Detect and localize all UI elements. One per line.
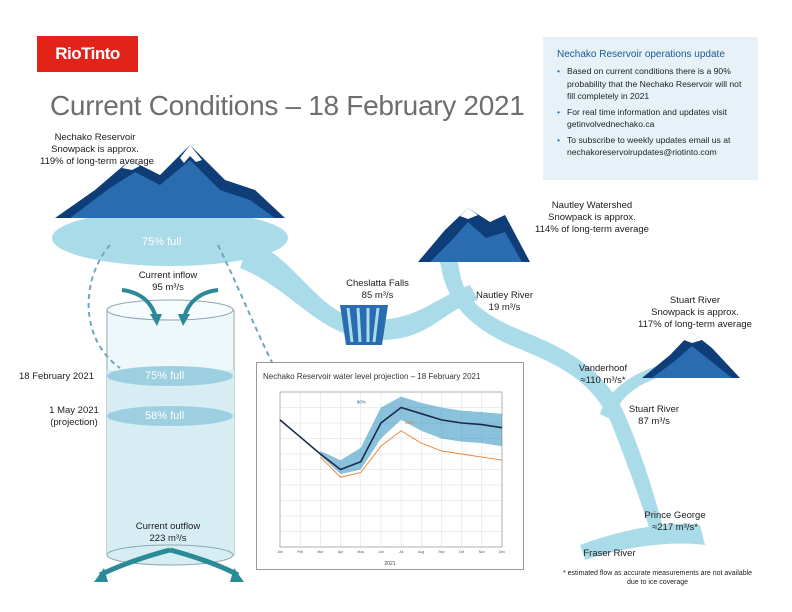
update-bullet: • For real time information and updates visit getinvolvednechako.ca	[557, 106, 748, 131]
chart-title: Nechako Reservoir water level projection – 18 February 2021	[263, 372, 481, 381]
vanderhoof-label	[563, 363, 643, 387]
nechako-name: Nechako Reservoir	[54, 132, 136, 143]
prince-george-name: Prince George	[644, 510, 706, 521]
chart-x-tick: Jan	[277, 550, 283, 554]
inflow-label	[118, 270, 218, 294]
nautley-label	[532, 200, 652, 236]
chart-x-tick: Apr	[337, 550, 344, 554]
nechako-snowpack-1: Snowpack is approx.	[51, 144, 139, 155]
chart-marks	[277, 397, 505, 554]
nautley-snowpack-2: 114% of long-term average	[535, 224, 649, 235]
nautley-river-label	[462, 290, 547, 314]
outflow-value: 223 m³/s	[149, 533, 187, 544]
update-box-title: Nechako Reservoir operations update	[557, 49, 725, 60]
chart-x-tick: Aug	[418, 550, 425, 554]
vanderhoof-value: ≈110 m³/s*	[580, 375, 626, 386]
projection-date-label	[32, 405, 116, 429]
cheslatta-name: Cheslatta Falls	[346, 278, 409, 289]
vanderhoof-name: Vanderhoof	[578, 363, 628, 374]
chart-band-90	[320, 397, 502, 475]
current-fill-label: 75% full	[145, 370, 185, 382]
footnote: * estimated flow as accurate measurements are not available due to ice coverage	[562, 570, 753, 586]
reservoir-fill-label: 75% full	[142, 236, 182, 248]
stuart-snowpack-1: Snowpack is approx.	[651, 307, 739, 318]
update-bullet: • Based on current conditions there is a 90% probability that the Nechako Reservoir will not fill completely in 2021	[557, 65, 748, 103]
nautley-snowpack-1: Snowpack is approx.	[548, 212, 636, 223]
nautley-river-name: Nautley River	[475, 290, 534, 301]
projection-chart	[256, 362, 524, 570]
chart-x-tick: Oct	[458, 550, 465, 554]
page-title: Current Conditions – 18 February 2021	[50, 90, 525, 121]
nautley-river-value: 19 m³/s	[488, 302, 521, 313]
projection-fill-label: 58% full	[145, 410, 185, 422]
chart-annotation-10: 10%	[405, 419, 415, 425]
chart-x-tick: Jun	[378, 550, 384, 554]
outflow-title: Current outflow	[135, 521, 201, 532]
stuart-snowpack-2: 117% of long-term average	[638, 319, 752, 330]
stuart-river-name: Stuart River	[628, 404, 680, 415]
chart-x-tick: Sep	[438, 550, 445, 554]
inflow-value: 95 m³/s	[152, 282, 184, 293]
stuart-river-label	[614, 404, 694, 428]
nechako-label	[40, 132, 154, 168]
stuart-label	[630, 295, 760, 331]
prince-george-label	[630, 510, 720, 534]
chart-x-tick: May	[357, 550, 365, 554]
cheslatta-label	[330, 278, 425, 302]
inflow-title: Current inflow	[138, 270, 198, 281]
nechako-snowpack-2: 119% of long-term average	[40, 156, 154, 167]
projection-date: 1 May 2021	[49, 405, 99, 416]
outflow-label	[118, 521, 218, 545]
chart-xlabel: 2021	[384, 561, 396, 567]
cheslatta-value: 85 m³/s	[361, 290, 394, 301]
operations-update-box	[543, 37, 758, 180]
rio-tinto-logo: RioTinto	[37, 36, 138, 72]
current-date-label: 18 February 2021	[19, 371, 94, 382]
prince-george-value: ≈217 m³/s*	[652, 522, 698, 533]
chart-annotation-90: 90%	[356, 399, 366, 405]
projection-note: (projection)	[50, 417, 98, 428]
chart-x-tick: Dec	[498, 550, 506, 554]
stuart-name: Stuart River	[669, 295, 721, 306]
stuart-river-value: 87 m³/s	[638, 416, 670, 427]
nautley-name: Nautley Watershed	[551, 200, 633, 211]
chart-x-tick: Feb	[297, 550, 304, 554]
chart-x-tick: Nov	[478, 550, 485, 554]
update-bullet: • To subscribe to weekly updates email us at nechakoreservoirupdates@riotinto.com	[557, 134, 748, 159]
chart-x-tick: Mar	[317, 550, 324, 554]
fraser-river-label: Fraser River	[583, 548, 636, 559]
chart-x-tick: Jul	[398, 550, 404, 554]
